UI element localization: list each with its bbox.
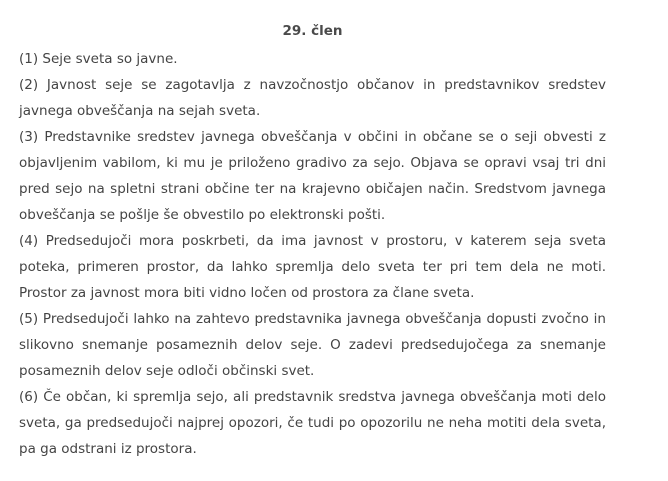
paragraph-6: (6) Če občan, ki spremlja sejo, ali predstavnik sredstva javnega obveščanja moti delo sveta, ga predsedujoči najprej opozori, če tudi po opozorilu ne neha motiti dela sveta, pa ga odstrani iz prostora.: [19, 389, 606, 457]
paragraph-3: (3) Predstavnike sredstev javnega obveščanja v občini in občane se o seji obvesti z objavljenim vabilom, ki mu je priloženo gradivo za sejo. Objava se opravi vsaj tri dni pred sejo na spletni strani občine ter na krajevno običajen način. Sredstvom javnega obveščanja se pošlje še obvestilo po elektronski pošti.: [19, 129, 606, 223]
article-title: 29. člen: [282, 23, 343, 39]
paragraph-2: (2) Javnost seje se zagotavlja z navzočnostjo občanov in predstavnikov sredstev javnega obveščanja na sejah sveta.: [19, 77, 606, 119]
paragraph-1: (1) Seje sveta so javne.: [19, 51, 178, 67]
paragraph-4: (4) Predsedujoči mora poskrbeti, da ima javnost v prostoru, v katerem seja sveta poteka, primeren prostor, da lahko spremlja delo sveta ter pri tem dela ne moti. Prostor za javnost mora biti vidno ločen od prostora za člane sveta.: [19, 233, 606, 301]
paragraph-5: (5) Predsedujoči lahko na zahtevo predstavnika javnega obveščanja dopusti zvočno in slikovno snemanje posameznih delov seje. O zadevi predsedujočega za snemanje posameznih delov seje odloči občinski svet.: [19, 311, 606, 379]
